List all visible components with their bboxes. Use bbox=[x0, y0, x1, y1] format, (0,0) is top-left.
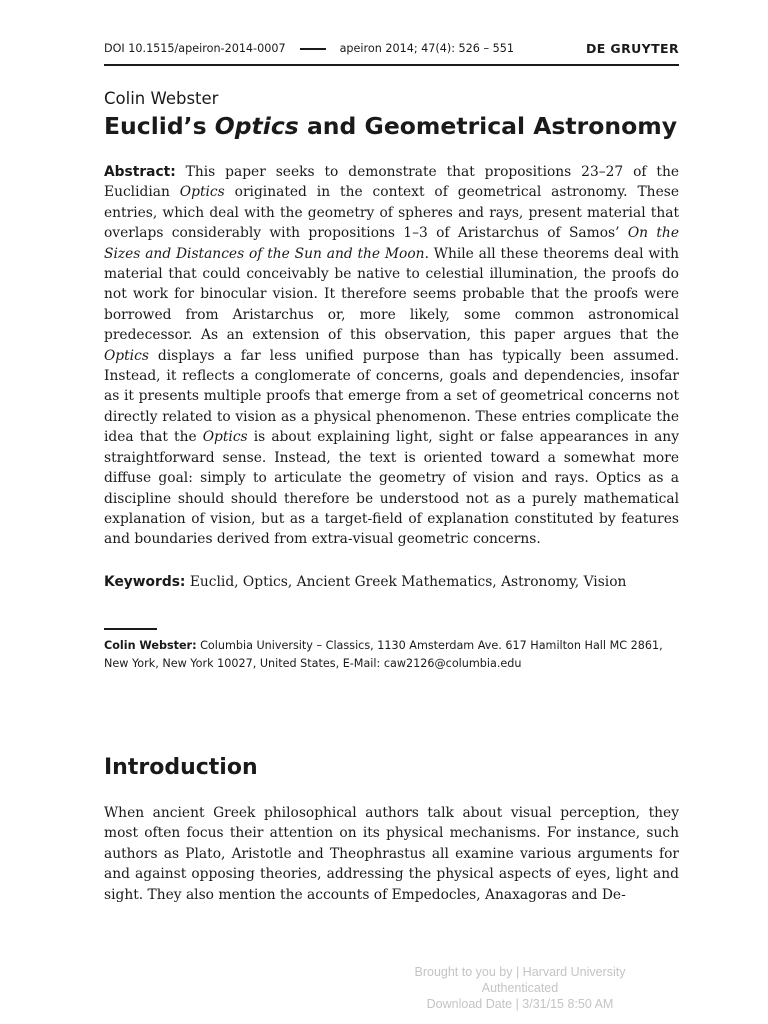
watermark-line-3: Download Date | 3/31/15 8:50 AM bbox=[426, 997, 614, 1011]
title-part2: and Geometrical Astronomy bbox=[298, 112, 678, 140]
abstract-text-2: originated in the context of geometrical astronomy. These entries, which deal with the geometry of spheres and rays, present material that overlaps considerably with propositions 1–3 of Aristarchus of Samos’ bbox=[104, 184, 679, 242]
introduction-text: When ancient Greek philosophical authors talk about visual perception, they most often focus their attention on its physical mechanisms. For instance, such authors as Plato, Aristotle and Theophrastus all examine various arguments for and against opposing theories, addressing the physical aspects of eyes, light and sight. They also mention the accounts of Empedocles, Anaxagoras and De- bbox=[104, 805, 679, 903]
abstract-text-1: This paper seeks to demonstrate that propositions 23–27 of the Euclidian bbox=[104, 164, 679, 201]
keywords-text: Euclid, Optics, Ancient Greek Mathematics, Astronomy, Vision bbox=[185, 574, 627, 590]
header-rule bbox=[104, 64, 679, 66]
keywords bbox=[104, 572, 679, 592]
affiliation-rule bbox=[104, 628, 157, 630]
article-title bbox=[104, 112, 677, 140]
publisher-name: DE GRUYTER bbox=[585, 41, 679, 56]
abstract-italic-3: Optics bbox=[104, 347, 149, 364]
download-watermark bbox=[340, 964, 700, 1012]
affiliation-name: Colin Webster: bbox=[104, 639, 197, 652]
abstract-label: Abstract: bbox=[104, 164, 176, 180]
title-part1: Euclid’s bbox=[104, 112, 215, 140]
author-name: Colin Webster bbox=[104, 89, 219, 108]
citation-text: apeiron 2014; 47(4): 526 – 551 bbox=[339, 42, 514, 55]
affiliation-text: Columbia University – Classics, 1130 Amsterdam Ave. 617 Hamilton Hall MC 2861, New York, New York 10027, United States, E-Mail: caw2126@columbia.edu bbox=[104, 639, 663, 670]
section-heading-introduction: Introduction bbox=[104, 755, 258, 780]
abstract bbox=[104, 162, 679, 550]
abstract-text-3: . While all these theorems deal with material that could conceivably be native to celestial illumination, the proofs do not work for binocular vision. It therefore seems probable that the proofs were borrowed from Aristarchus or, more likely, some common astronomical predecessor. As an extension of this observation, this paper argues that the bbox=[104, 245, 679, 344]
watermark-line-2: Authenticated bbox=[481, 981, 559, 995]
abstract-italic-4: Optics bbox=[202, 429, 248, 446]
abstract-text-4: displays a far less unified purpose than has typically been assumed. Instead, it reflects a conglomerate of concerns, goals and dependencies, insofar as it presents multiple proofs that emerge from a set of geometrical concerns not directly related to vision as a physical phenomenon. These entries complicate the idea that the bbox=[104, 347, 679, 446]
watermark-line-1: Brought to you by | Harvard University bbox=[414, 965, 626, 979]
author-affiliation bbox=[104, 637, 679, 673]
abstract-italic-2: On the Sizes and Distances of the Sun and the Moon bbox=[104, 225, 679, 262]
header-dash bbox=[300, 48, 326, 50]
running-header bbox=[104, 41, 679, 56]
abstract-text-5: is about explaining light, sight or false appearances in any straightforward sense. Instead, the text is oriented toward a somewhat more diffuse goal: simply to articulate the geometry of vision and rays. Optics as a discipline should should therefore be understood not as a purely mathematical explanation of vision, but as a target-field of explanation constituted by features and boundaries derived from extra-visual geometric concerns. bbox=[104, 429, 679, 548]
abstract-italic-1: Optics bbox=[179, 184, 225, 201]
article-page bbox=[104, 0, 679, 1024]
keywords-label: Keywords: bbox=[104, 574, 186, 590]
doi-text: DOI 10.1515/apeiron-2014-0007 bbox=[104, 42, 286, 55]
title-italic: Optics bbox=[214, 112, 299, 140]
